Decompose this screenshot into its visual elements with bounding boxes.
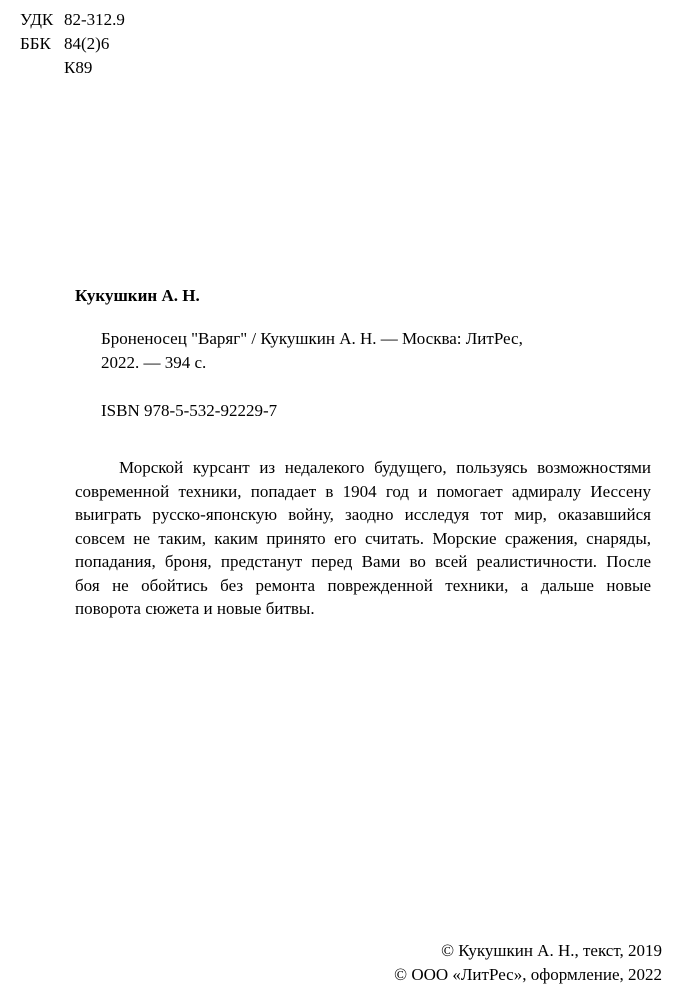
abstract-line: совсем не таким, каким принято его считать. Морские сражения, снаряды, (75, 528, 651, 548)
bbk-value: 84(2)6 (64, 34, 110, 53)
udk-label: УДК (20, 10, 54, 29)
abstract-paragraph (75, 456, 651, 621)
abstract-line: попадания, броня, предстанут перед Вами во всей реалистичности. После (75, 552, 651, 571)
biblio-line-1: Броненосец "Варяг" / Кукушкин А. Н. — Москва: ЛитРес, (101, 329, 523, 348)
copyright-text: © Кукушкин А. Н., текст, 2019 (441, 941, 662, 960)
bbk-label: ББК (20, 34, 51, 53)
udk-value: 82-312.9 (64, 10, 125, 29)
biblio-line-2: 2022. — 394 с. (101, 353, 207, 372)
abstract-line: боя не обойтись без ремонта поврежденной техники, а дальше новые (75, 575, 651, 595)
isbn: ISBN 978-5-532-92229-7 (101, 401, 278, 420)
abstract-line: выиграть русско-японскую войну, заодно исследуя тот мир, оказавшийся (75, 505, 651, 524)
copyright-design: © ООО «ЛитРес», оформление, 2022 (394, 965, 662, 984)
abstract-line: современной техники, попадает в 1904 год и помогает адмиралу Иессену (75, 481, 651, 501)
author-heading: Кукушкин А. Н. (75, 286, 200, 305)
abstract-line: поворота сюжета и новые битвы. (75, 599, 315, 618)
author-sign: К89 (64, 58, 93, 77)
abstract-line: Морской курсант из недалекого будущего, пользуясь возможностями (119, 458, 651, 477)
